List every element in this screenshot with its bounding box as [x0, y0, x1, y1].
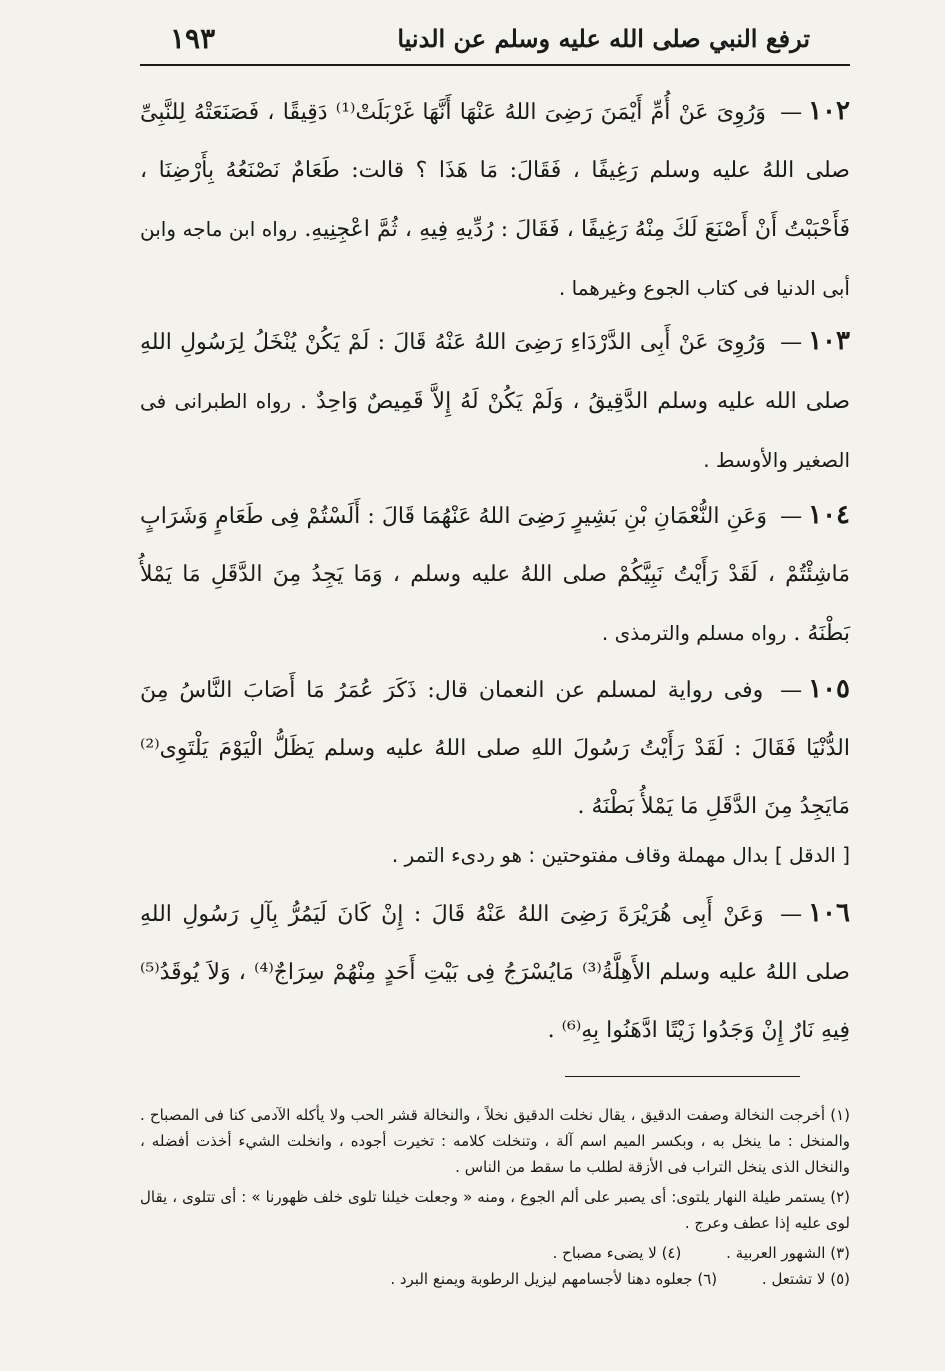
- hadith-source: رواه الطبرانى فى الصغير والأوسط .: [140, 389, 850, 472]
- page-header: [140, 14, 840, 54]
- hadith-source: رواه مسلم والترمذى .: [601, 621, 787, 645]
- hadith-text: وَرُوِىَ عَنْ أُمِّ أَيْمَنَ رَضِىَ اللهُ عَنْهَا أَنَّهَا غَرْبَلَتْ⁽¹⁾ دَقِيقًا ، فَصَنَعَتْهُ لِلنَّبِىِّ صلى اللهُ عليه وسلم رَغِيفًا ، فَقَالَ: مَا هَذَا ؟ قالت: طَعَامٌ نَصْنَعُهُ بِأَرْضِنَا ، فَأَحْبَبْتُ أَنْ أَصْنَعَ لَكَ مِنْهُ رَغِيفًا ، فَقَالَ : رُدِّيهِ فِيهِ ، ثُمَّ اعْجِنِيهِ.: [140, 100, 850, 242]
- hadith-number: ١٠٥: [808, 674, 851, 704]
- footnote-2: (٢) يستمر طيلة النهار يلتوى: أى يصبر على ألم الجوع ، ومنه « وجعلت خيلنا تلوى خلف ظهورنا » : أى تتلوى ، يقال لوى عليه إذا عطف وعرج .: [140, 1188, 850, 1232]
- hadith-106: ١٠٦— وَعَنْ أَبِى هُرَيْرَةَ رَضِىَ اللهُ عَنْهُ قَالَ : إِنْ كَانَ لَيَمُرُّ بِآلِ رَسُولِ اللهِ صلى اللهُ عليه وسلم الأَهِلَّةُ⁽³⁾ مَايُسْرَجُ فِى بَيْتِ أَحَدٍ مِنْهُمْ سِرَاجٌ⁽⁴⁾ ، وَلاَ يُوقَدُ⁽⁵⁾ فِيهِ نَارٌ إِنْ وَجَدُوا زَيْتًا ادَّهَنُوا بِهِ⁽⁶⁾ .: [140, 898, 850, 1043]
- hadith-source: رواه ابن ماجه وابن أبى الدنيا فى كتاب الجوع وغيرهما .: [140, 217, 850, 300]
- hadith-number: ١٠٣: [808, 326, 850, 356]
- header-divider: [140, 64, 850, 66]
- footnote-1: (١) أخرجت النخالة وصفت الدقيق ، يقال نخلت الدقيق نخلاً ، والنخالة قشر الحب ولا يأكله الآدمى كنا فى المصباح . والمنخل : ما ينخل به ، وبكسر الميم اسم آلة ، وتنخلت كلامه : تخيرت أجوده ، وانخلت الشيء أخذت أفضله ، والنخال الذى ينخل التراب فى الأزقة لطلب ما سقط من الناس .: [140, 1106, 850, 1176]
- footnote-row: [140, 1266, 850, 1292]
- hadith-number: ١٠٦: [808, 898, 850, 928]
- hadith-104: ١٠٤— وَعَنِ النُّعْمَانِ بْنِ بَشِيرٍ رَضِىَ اللهُ عَنْهُمَا قَالَ : أَلَسْتُمْ فِى طَعَامٍ وَشَرَابٍ مَاشِئْتُمْ ، لَقَدْ رَأَيْتُ نَبِيَّكُمْ صلى اللهُ عليه وسلم ، وَمَا يَجِدُ مِنَ الدَّقَلِ مَا يَمْلأُ بَطْنَهُ . رواه مسلم والترمذى .: [140, 500, 851, 646]
- hadith-103: ١٠٣— وَرُوِىَ عَنْ أَبِى الدَّرْدَاءِ رَضِىَ اللهُ عَنْهُ قَالَ : لَمْ يَكُنْ يُنْخَلُ لِرَسُولِ اللهِ صلى الله عليه وسلم الدَّقِيقُ ، وَلَمْ يَكُنْ لَهُ إِلاَّ قَمِيصٌ وَاحِدٌ . رواه الطبرانى فى الصغير والأوسط .: [140, 326, 850, 472]
- hadith-text: وَعَنْ أَبِى هُرَيْرَةَ رَضِىَ اللهُ عَنْهُ قَالَ : إِنْ كَانَ لَيَمُرُّ بِآلِ رَسُولِ اللهِ صلى اللهُ عليه وسلم الأَهِلَّةُ⁽³⁾ مَايُسْرَجُ فِى بَيْتِ أَحَدٍ مِنْهُمْ سِرَاجٌ⁽⁴⁾ ، وَلاَ يُوقَدُ⁽⁵⁾ فِيهِ نَارٌ إِنْ وَجَدُوا زَيْتًا ادَّهَنُوا بِهِ⁽⁶⁾ .: [140, 902, 850, 1043]
- footnotes: [140, 1102, 850, 1292]
- footnote-row: [140, 1240, 850, 1266]
- footnote-3: (٣) الشهور العربية .: [726, 1244, 850, 1262]
- running-title: ترفع النبي صلى الله عليه وسلم عن الدنيا: [397, 24, 810, 53]
- footnote-6: (٦) جعلوه دهنا لأجسامهم ليزيل الرطوبة ويمنع البرد .: [390, 1270, 718, 1288]
- hadith-text: وَعَنِ النُّعْمَانِ بْنِ بَشِيرٍ رَضِىَ اللهُ عَنْهُمَا قَالَ : أَلَسْتُمْ فِى طَعَامٍ وَشَرَابٍ مَاشِئْتُمْ ، لَقَدْ رَأَيْتُ نَبِيَّكُمْ صلى اللهُ عليه وسلم ، وَمَا يَجِدُ مِنَ الدَّقَلِ مَا يَمْلأُ بَطْنَهُ .: [140, 504, 850, 646]
- page-number: ١٩٣: [170, 22, 216, 55]
- footnote-4: (٤) لا يضىء مصباح .: [552, 1244, 682, 1262]
- hadith-number: ١٠٢: [808, 96, 850, 126]
- footnote-divider: [565, 1076, 800, 1077]
- footnote-5: (٥) لا تشتعل .: [761, 1270, 850, 1288]
- hadith-102: ١٠٢— وَرُوِىَ عَنْ أُمِّ أَيْمَنَ رَضِىَ اللهُ عَنْهَا أَنَّهَا غَرْبَلَتْ⁽¹⁾ دَقِيقًا ، فَصَنَعَتْهُ لِلنَّبِىِّ صلى اللهُ عليه وسلم رَغِيفًا ، فَقَالَ: مَا هَذَا ؟ قالت: طَعَامٌ نَصْنَعُهُ بِأَرْضِنَا ، فَأَحْبَبْتُ أَنْ أَصْنَعَ لَكَ مِنْهُ رَغِيفًا ، فَقَالَ : رُدِّيهِ فِيهِ ، ثُمَّ اعْجِنِيهِ. رواه ابن ماجه وابن أبى الدنيا فى كتاب الجوع وغيرهما .: [140, 96, 850, 300]
- hadith-text: وفى رواية لمسلم عن النعمان قال: ذَكَرَ عُمَرُ مَا أَصَابَ النَّاسُ مِنَ الدُّنْيَا فَقَالَ : لَقَدْ رَأَيْتُ رَسُولَ اللهِ صلى اللهُ عليه وسلم يَظَلُّ الْيَوْمَ يَلْتَوِى⁽²⁾ مَايَجِدُ مِنَ الدَّقَلِ مَا يَمْلأُ بَطْنَهُ .: [140, 678, 850, 819]
- hadith-number: ١٠٤: [808, 500, 851, 530]
- hadith-text: وَرُوِىَ عَنْ أَبِى الدَّرْدَاءِ رَضِىَ اللهُ عَنْهُ قَالَ : لَمْ يَكُنْ يُنْخَلُ لِرَسُولِ اللهِ صلى الله عليه وسلم الدَّقِيقُ ، وَلَمْ يَكُنْ لَهُ إِلاَّ قَمِيصٌ وَاحِدٌ .: [140, 330, 850, 414]
- gloss-note: [ الدقل ] بدال مهملة وقاف مفتوحتين : هو ردىء التمر .: [391, 843, 850, 867]
- hadith-105: ١٠٥— وفى رواية لمسلم عن النعمان قال: ذَكَرَ عُمَرُ مَا أَصَابَ النَّاسُ مِنَ الدُّنْيَا فَقَالَ : لَقَدْ رَأَيْتُ رَسُولَ اللهِ صلى اللهُ عليه وسلم يَظَلُّ الْيَوْمَ يَلْتَوِى⁽²⁾ مَايَجِدُ مِنَ الدَّقَلِ مَا يَمْلأُ بَطْنَهُ .: [140, 674, 851, 819]
